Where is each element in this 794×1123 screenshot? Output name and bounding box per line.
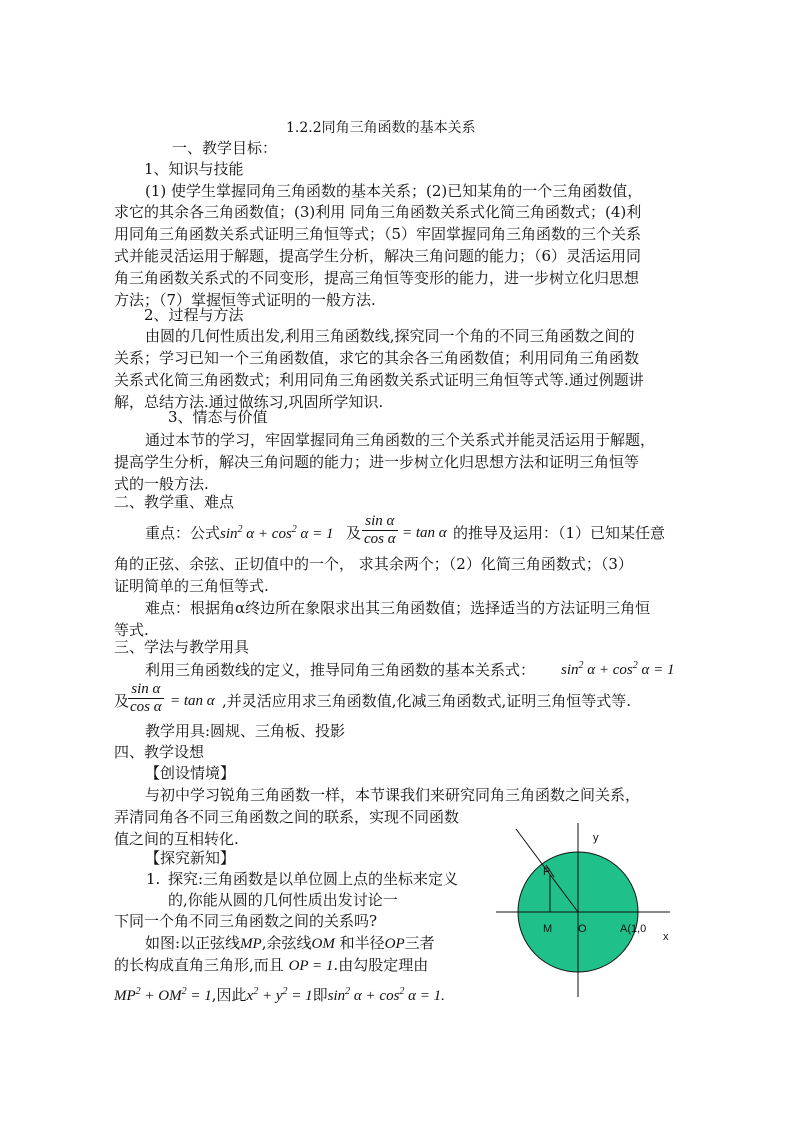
method-and: 及 xyxy=(114,692,130,710)
teaching-tools: 教学用具:圆规、三角板、投影 xyxy=(145,722,346,740)
section-heading-3: 三、学法与教学用具 xyxy=(114,638,250,656)
paragraph-line: 证明简单的三角恒等式. xyxy=(114,577,269,595)
key-point-suffix: 的推导及运用：（1）已知某任意 xyxy=(453,524,666,542)
origin-label: O xyxy=(578,923,587,935)
unit-circle-figure xyxy=(490,815,690,1005)
key-point-and: 及 xyxy=(346,524,362,542)
proof-line-2: 的长构成直角三角形,而且 OP = 1.由勾股定理由 xyxy=(114,956,429,974)
subsection-process: 2、过程与方法 xyxy=(144,306,244,324)
paragraph-line: 用同角三角函数关系式证明三角恒等式；（5）牢固掌握同角三角函数的三个关系 xyxy=(114,225,642,243)
question-line: 下同一个角不同三角函数之间的关系吗? xyxy=(114,912,378,930)
paragraph-line: 解，总结方法.通过做练习,巩固所学知识. xyxy=(114,393,384,411)
point-p-label: P xyxy=(543,866,551,878)
paragraph-line: 角三角函数关系式的不同变形，提高三角恒等变形的能力，进一步树立化归思想 xyxy=(114,269,640,287)
fraction-sin-over-cos-2: $\frac{\text{sin α}}{\text{cos α}}$ xyxy=(130,681,162,715)
x-axis-label: x xyxy=(663,931,669,943)
key-point-prefix: 重点：公式 xyxy=(145,524,221,542)
paragraph-line: 由圆的几何性质出发,利用三角函数线,探究同一个角的不同三角函数之间的 xyxy=(145,327,635,345)
method-suffix: ,并灵活应用求三角函数值,化减三角函数式,证明三角恒等式等. xyxy=(222,692,632,710)
section-heading-1: 一、教学目标： xyxy=(172,139,278,157)
paragraph-line: 关系；学习已知一个三角函数值，求它的其余各三角函数值；利用同角三角函数 xyxy=(114,349,640,367)
paragraph-line: 式的一般方法. xyxy=(114,475,209,493)
paragraph-line: 弄清同角各不同三角函数之间的联系，实现不同函数 xyxy=(114,808,460,826)
paragraph-line: 式并能灵活运用于解题，提高学生分析，解决三角问题的能力；（6）灵活运用同 xyxy=(114,247,642,265)
subsection-values: 3、情态与价值 xyxy=(168,408,268,426)
difficulty-line: 难点：根据角α终边所在象限求出其三角函数值；选择适当的方法证明三角恒 xyxy=(145,599,651,617)
paragraph-line: 通过本节的学习，牢固掌握同角三角函数的三个关系式并能灵活运用于解题， xyxy=(145,431,656,449)
paragraph-line: 求它的其余各三角函数值；(3)利用 同角三角函数关系式化简三角函数式；(4)利 xyxy=(114,203,642,221)
paragraph-line: 值之间的互相转化. xyxy=(114,830,239,848)
formula-pythagorean: $\sin^2 \alpha + \cos^2 \alpha = 1$ xyxy=(220,524,334,542)
paragraph-line: 角的正弦、余弦、正切值中的一个， 求其余两个；（2）化简三角函数式；（3） xyxy=(114,555,633,573)
subsection-knowledge: 1、知识与技能 xyxy=(144,160,244,178)
formula-tan: = tan α xyxy=(402,525,447,541)
question-line: 探究:三角函数是以单位圆上点的坐标来定义 xyxy=(168,870,459,888)
formula-pythagorean-2: $\sin^2 \alpha + \cos^2 \alpha = 1$ xyxy=(561,660,675,678)
paragraph-line: 提高学生分析，解决三角问题的能力；进一步树立化归思想方法和证明三角恒等 xyxy=(114,453,640,471)
situation-heading: 【创设情境】 xyxy=(145,764,236,782)
page-title: 1.2.2同角三角函数的基本关系 xyxy=(286,120,476,136)
paragraph-line: (1) 使学生掌握同角三角函数的基本关系；(2)已知某角的一个三角函数值， xyxy=(145,182,643,200)
section-heading-4: 四、教学设想 xyxy=(114,743,205,761)
fraction-sin-over-cos: $\frac{\text{sin α}}{\text{cos α}}$ xyxy=(364,513,396,547)
question-line: 的,你能从圆的几何性质出发讨论一 xyxy=(168,891,398,909)
proof-line-3: $MP^2 + OM^2 = 1$,因此$x^2 + y^2 = 1$即$\sin^2 \alpha + \cos^2 \alpha = 1$. xyxy=(114,986,445,1004)
proof-line-1: 如图:以正弦线MP,余弦线OM 和半径OP三者 xyxy=(145,934,435,952)
point-m-label: M xyxy=(543,923,553,935)
point-a-label: A(1,0 xyxy=(620,923,647,935)
explore-heading: 【探究新知】 xyxy=(145,849,236,867)
key-point-line xyxy=(145,522,334,545)
formula-tan-2: = tan α xyxy=(170,693,215,709)
section-heading-2: 二、教学重、难点 xyxy=(114,493,235,511)
paragraph-line: 方法；（7）掌握恒等式证明的一般方法. xyxy=(114,291,376,309)
question-number: 1. xyxy=(146,870,161,888)
method-line: 利用三角函数线的定义，推导同角三角函数的基本关系式： xyxy=(145,661,536,679)
paragraph-line: 与初中学习锐角三角函数一样，本节课我们来研究同角三角函数之间关系， xyxy=(145,786,641,804)
y-axis-label: y xyxy=(593,832,599,844)
paragraph-line: 等式. xyxy=(114,621,149,639)
paragraph-line: 关系式化简三角函数式；利用同角三角函数关系式证明三角恒等式等.通过例题讲 xyxy=(114,371,644,389)
